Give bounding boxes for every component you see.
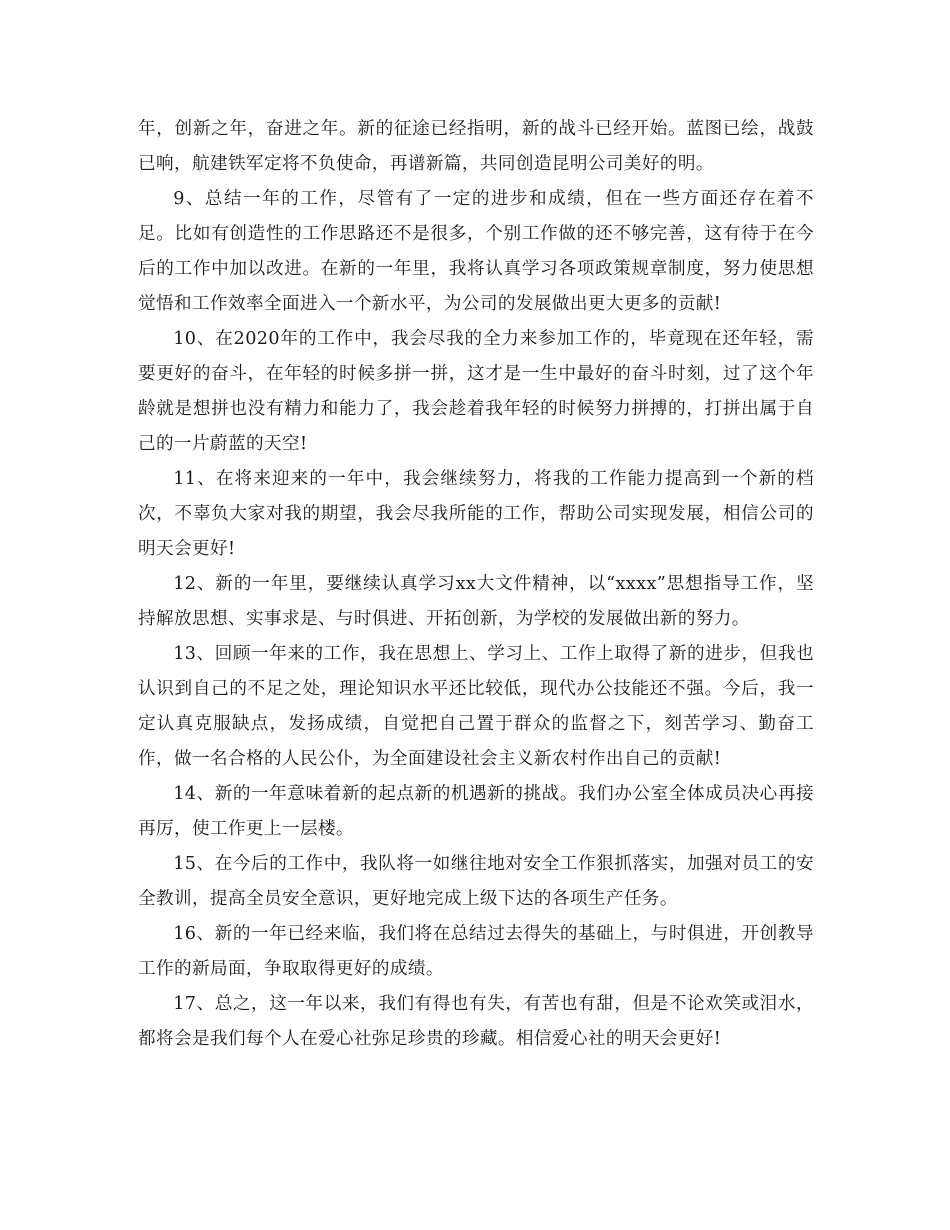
document-body	[138, 112, 814, 1057]
paragraph-item-14: 14、新的一年意味着新的起点新的机遇新的挑战。我们办公室全体成员决心再接再厉，使工作更上一层楼。	[138, 784, 814, 839]
paragraph-item-10: 10、在2020年的工作中，我会尽我的全力来参加工作的，毕竟现在还年轻，需要更好的奋斗，在年轻的时候多拼一拼，这才是一生中最好的奋斗时刻，过了这个年龄就是想拼也没有精力和能力了，我会趁着我年轻的时候努力拼搏的，打拼出属于自己的一片蔚蓝的天空!	[138, 329, 814, 454]
paragraph-item-15: 15、在今后的工作中，我队将一如继往地对安全工作狠抓落实，加强对员工的安全教训，提高全员安全意识，更好地完成上级下达的各项生产任务。	[138, 854, 814, 909]
paragraph-item-13: 13、回顾一年来的工作，我在思想上、学习上、工作上取得了新的进步，但我也认识到自己的不足之处，理论知识水平还比较低，现代办公技能还不强。今后，我一定认真克服缺点，发扬成绩，自觉把自己置于群众的监督之下，刻苦学习、勤奋工作，做一名合格的人民公仆，为全面建设社会主义新农村作出自己的贡献!	[138, 644, 814, 769]
paragraph-item-9: 9、总结一年的工作，尽管有了一定的进步和成绩，但在一些方面还存在着不足。比如有创造性的工作思路还不是很多，个别工作做的还不够完善，这有待于在今后的工作中加以改进。在新的一年里，我将认真学习各项政策规章制度，努力使思想觉悟和工作效率全面进入一个新水平，为公司的发展做出更大更多的贡献!	[138, 189, 814, 314]
paragraph-item-11: 11、在将来迎来的一年中，我会继续努力，将我的工作能力提高到一个新的档次，不辜负大家对我的期望，我会尽我所能的工作，帮助公司实现发展，相信公司的明天会更好!	[138, 469, 814, 559]
paragraph-item-12: 12、新的一年里，要继续认真学习xx大文件精神，以“xxxx”思想指导工作，坚持解放思想、实事求是、与时俱进、开拓创新，为学校的发展做出新的努力。	[138, 574, 814, 629]
paragraph-continuation: 年，创新之年，奋进之年。新的征途已经指明，新的战斗已经开始。蓝图已绘，战鼓已响，航建铁军定将不负使命，再谱新篇，共同创造昆明公司美好的明。	[138, 119, 814, 174]
paragraph-item-17: 17、总之，这一年以来，我们有得也有失，有苦也有甜，但是不论欢笑或泪水，都将会是我们每个人在爱心社弥足珍贵的珍藏。相信爱心社的明天会更好!	[138, 994, 814, 1049]
paragraph-item-16: 16、新的一年已经来临，我们将在总结过去得失的基础上，与时俱进，开创教导工作的新局面，争取取得更好的成绩。	[138, 924, 814, 979]
